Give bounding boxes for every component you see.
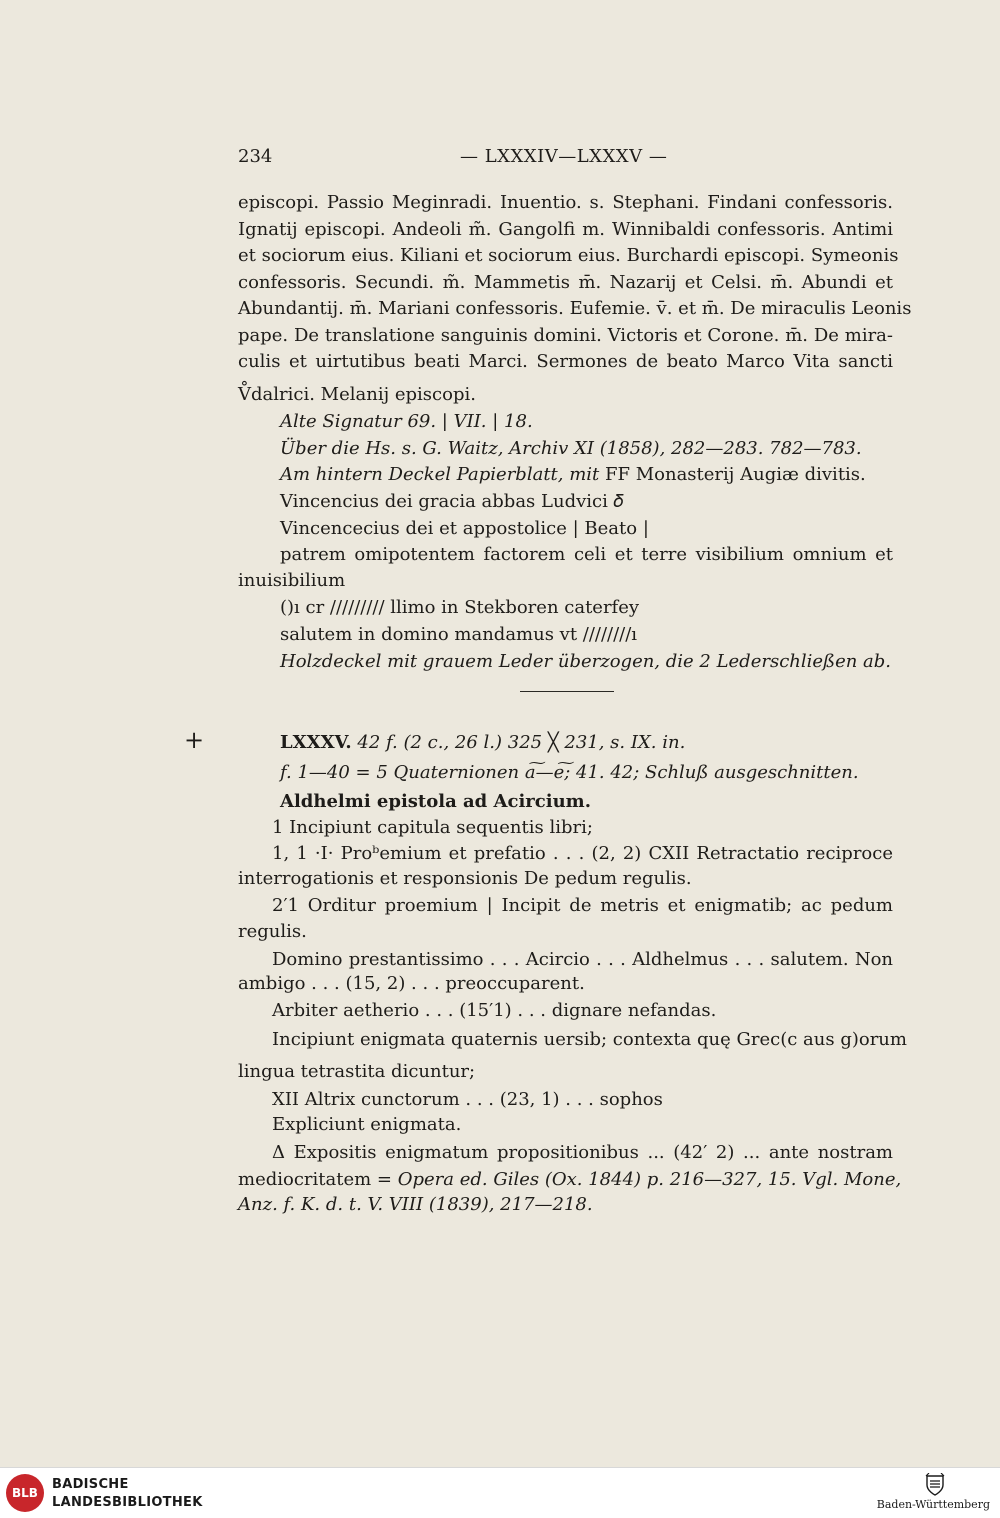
text-line: interrogationis et responsionis De pedum regulis. [238, 868, 692, 889]
text-line: Vincencecius dei et appostolice | Beato | [280, 518, 649, 539]
section-divider [520, 691, 614, 692]
page-number: 234 [238, 146, 273, 167]
text-line: et sociorum eius. Kiliani et sociorum eius. Burchardi episcopi. Symeonis [238, 245, 899, 266]
text-line: culis et uirtutibus beati Marci. Sermones de beato Marco Vita sancti [238, 351, 893, 372]
manuscript-number: LXXXV. [280, 732, 352, 753]
text-line: ambigo . . . (15, 2) . . . preoccuparent. [238, 973, 585, 994]
text-line: Abundantij. m̄. Mariani confessoris. Eufemie. v̄. et m̄. De miraculis Leonis [238, 298, 912, 319]
footer-bar [0, 1467, 1000, 1518]
manuscript-heading [280, 731, 685, 757]
work-title: Aldhelmi epistola ad Acircium. [280, 791, 591, 812]
text-line: Arbiter aetherio . . . (15′1) . . . dignare nefandas. [272, 1000, 717, 1021]
running-title: — LXXXIV—LXXXV — [460, 146, 668, 167]
margin-mark: + [184, 726, 205, 754]
back-cover-note-text: FF Monasterij Augiæ divitis. [599, 464, 866, 485]
text-line: regulis. [238, 921, 307, 942]
collation-note: f. 1—40 = 5 Quaternionen a͠—e͠; 41. 42; Schluß ausgeschnitten. [280, 762, 859, 783]
back-cover-note-label: Am hintern Deckel Papierblatt, mit [280, 464, 600, 485]
text-line: Δ Expositis enigmatum propositionibus ... (42′ 2) ... ante nostram [272, 1142, 893, 1163]
text-line: XII Altrix cunctorum . . . (23, 1) . . . sophos [272, 1089, 663, 1110]
text-line: Expliciunt enigmata. [272, 1114, 462, 1135]
library-name-line2[interactable]: LANDESBIBLIOTHEK [52, 1495, 203, 1510]
text-line: 2′1 Orditur proemium | Incipit de metris et enigmatib; ac pedum [272, 895, 893, 916]
text-line: 1 Incipiunt capitula sequentis libri; [272, 817, 593, 838]
blb-logo[interactable]: BLB [6, 1474, 44, 1512]
edition-note-lead: mediocritatem = [238, 1169, 398, 1190]
literature-note: Über die Hs. s. G. Waitz, Archiv XI (1858), 282—283. 782—783. [280, 438, 862, 459]
text-line: salutem in domino mandamus vt ////////ı [280, 624, 638, 645]
text-line: Incipiunt enigmata quaternis uersib; contexta quę Grec(c aus g)orum [272, 1029, 907, 1050]
edition-note-ref: Opera ed. Giles (Ox. 1844) p. 216—327, 15. Vgl. Mone, [397, 1169, 902, 1190]
text-line: patrem omipotentem factorem celi et terre visibilium omnium et [280, 544, 893, 565]
text-line: inuisibilium [238, 570, 346, 591]
signature-note: Alte Signatur 69. | VII. | 18. [280, 411, 533, 432]
library-name-line1[interactable]: BADISCHE [52, 1477, 129, 1492]
text-line: ()ı cr ///////// llimo in Stekboren caterfey [280, 597, 640, 618]
text-line: 1, 1 ·I· Proᵇemium et prefatio . . . (2, 2) CXII Retractatio reciproce [272, 843, 893, 864]
coat-of-arms-icon [924, 1473, 946, 1497]
text-line: confessoris. Secundi. m̃. Mammetis m̄. Nazarij et Celsi. m̄. Abundi et [238, 272, 893, 293]
text-line: Vincencius dei gracia abbas Ludvici 𝛿 [280, 491, 624, 512]
text-line: V̊dalrici. Melanij episcopi. [238, 384, 476, 405]
text-line: pape. De translatione sanguinis domini. Victoris et Corone. m̄. De mira- [238, 325, 893, 346]
text-line: episcopi. Passio Meginradi. Inuentio. s. Stephani. Findani confessoris. [238, 192, 893, 213]
back-cover-note [280, 463, 866, 489]
binding-note: Holzdeckel mit grauem Leder überzogen, die 2 Lederschließen ab. [280, 651, 892, 672]
edition-note [238, 1168, 902, 1194]
text-line: Domino prestantissimo . . . Acircio . . . Aldhelmus . . . salutem. Non [272, 949, 893, 970]
state-label: Baden-Württemberg [876, 1498, 990, 1511]
text-line: Anz. f. K. d. t. V. VIII (1839), 217—218. [238, 1194, 593, 1215]
text-line: Ignatij episcopi. Andeoli m̃. Gangolfi m. Winnibaldi confessoris. Antimi [238, 219, 893, 240]
manuscript-description: 42 f. (2 c., 26 l.) 325 ╳ 231, s. IX. in. [351, 732, 686, 753]
text-line: lingua tetrastita dicuntur; [238, 1061, 476, 1082]
running-header [238, 146, 893, 174]
